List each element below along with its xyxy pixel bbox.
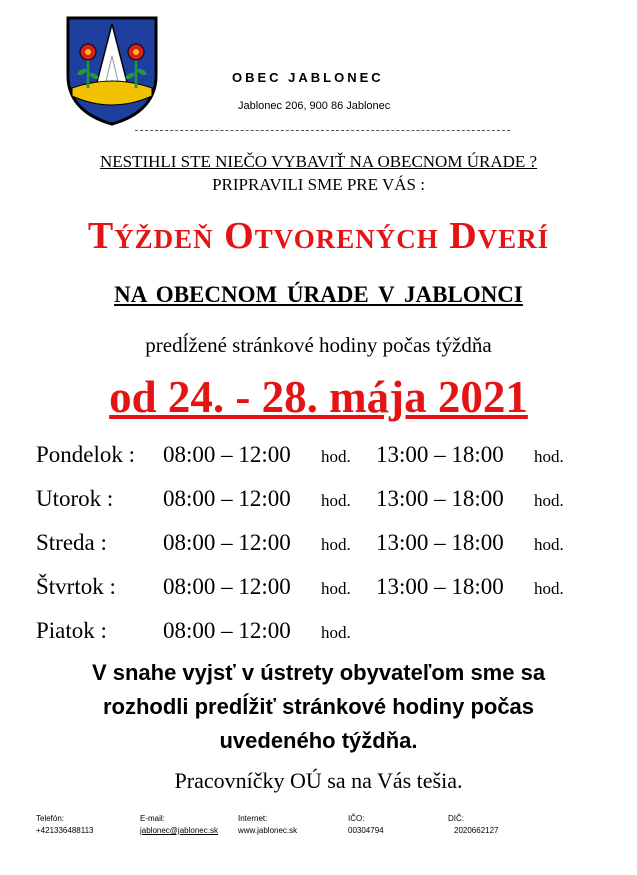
header-divider [135, 130, 510, 131]
org-address: Jablonec 206, 900 86 Jablonec [238, 100, 391, 112]
org-name: OBEC JABLONEC [232, 70, 384, 85]
closing-line: Pracovníčky OÚ sa na Vás tešia. [174, 768, 463, 793]
info-message [0, 656, 637, 758]
message-line: uvedeného týždňa. [219, 728, 418, 753]
footer-web [238, 813, 297, 837]
hour-unit: hod. [534, 491, 564, 510]
web-value: www.jablonec.sk [238, 826, 298, 835]
extended-hours-note: predĺžené stránkové hodiny počas týždňa [145, 333, 492, 357]
schedule-row-tuesday [36, 486, 616, 530]
web-label: Internet: [238, 814, 268, 823]
ico-value: 00304794 [348, 826, 384, 835]
afternoon-slot: 13:00 – 18:00 [376, 574, 504, 599]
day-label: Pondelok : [36, 442, 136, 467]
hour-unit: hod. [321, 491, 351, 510]
message-line: V snahe vyjsť v ústrety obyvateľom sme sa [91, 660, 546, 685]
hour-unit: hod. [321, 623, 351, 642]
intro-question: NESTIHLI STE NIEČO VYBAVIŤ NA OBECNOM ÚRADE ? [99, 152, 538, 171]
ico-label: IČO: [348, 814, 365, 823]
schedule-row-wednesday [36, 530, 616, 574]
dic-value: 2020662127 [454, 826, 499, 835]
day-label: Utorok : [36, 486, 114, 511]
hour-unit: hod. [534, 447, 564, 466]
office-heading: NA OBECNOM ÚRADE V JABLONCI [114, 282, 523, 307]
hour-unit: hod. [534, 535, 564, 554]
dic-label: DIČ: [448, 814, 464, 823]
email-label: E-mail: [140, 814, 165, 823]
footer-dic [448, 813, 499, 837]
date-range: od 24. - 28. mája 2021 [109, 372, 528, 422]
hour-unit: hod. [321, 447, 351, 466]
phone-value: +421336488113 [36, 826, 94, 835]
schedule-row-thursday [36, 574, 616, 618]
afternoon-slot: 13:00 – 18:00 [376, 486, 504, 511]
hour-unit: hod. [534, 579, 564, 598]
day-label: Streda : [36, 530, 107, 555]
footer-phone [36, 813, 93, 837]
afternoon-slot: 13:00 – 18:00 [376, 530, 504, 555]
hour-unit: hod. [321, 535, 351, 554]
email-link[interactable]: jablonec@jablonec.sk [140, 826, 218, 835]
schedule-table [36, 442, 616, 662]
footer-email [140, 813, 218, 837]
message-line: rozhodli predĺžiť stránkové hodiny počas [102, 694, 535, 719]
morning-slot: 08:00 – 12:00 [163, 442, 291, 467]
day-label: Piatok : [36, 618, 107, 643]
phone-label: Telefón: [36, 814, 65, 823]
morning-slot: 08:00 – 12:00 [163, 530, 291, 555]
afternoon-slot: 13:00 – 18:00 [376, 442, 504, 467]
hour-unit: hod. [321, 579, 351, 598]
schedule-row-monday [36, 442, 616, 486]
event-title: Týždeň Otvorených Dverí [87, 215, 550, 257]
morning-slot: 08:00 – 12:00 [163, 574, 291, 599]
morning-slot: 08:00 – 12:00 [163, 486, 291, 511]
footer-ico [348, 813, 384, 837]
intro-subline: PRIPRAVILI SME PRE VÁS : [212, 175, 425, 194]
coat-of-arms-logo [64, 14, 160, 126]
morning-slot: 08:00 – 12:00 [163, 618, 291, 643]
day-label: Štvrtok : [36, 574, 116, 599]
